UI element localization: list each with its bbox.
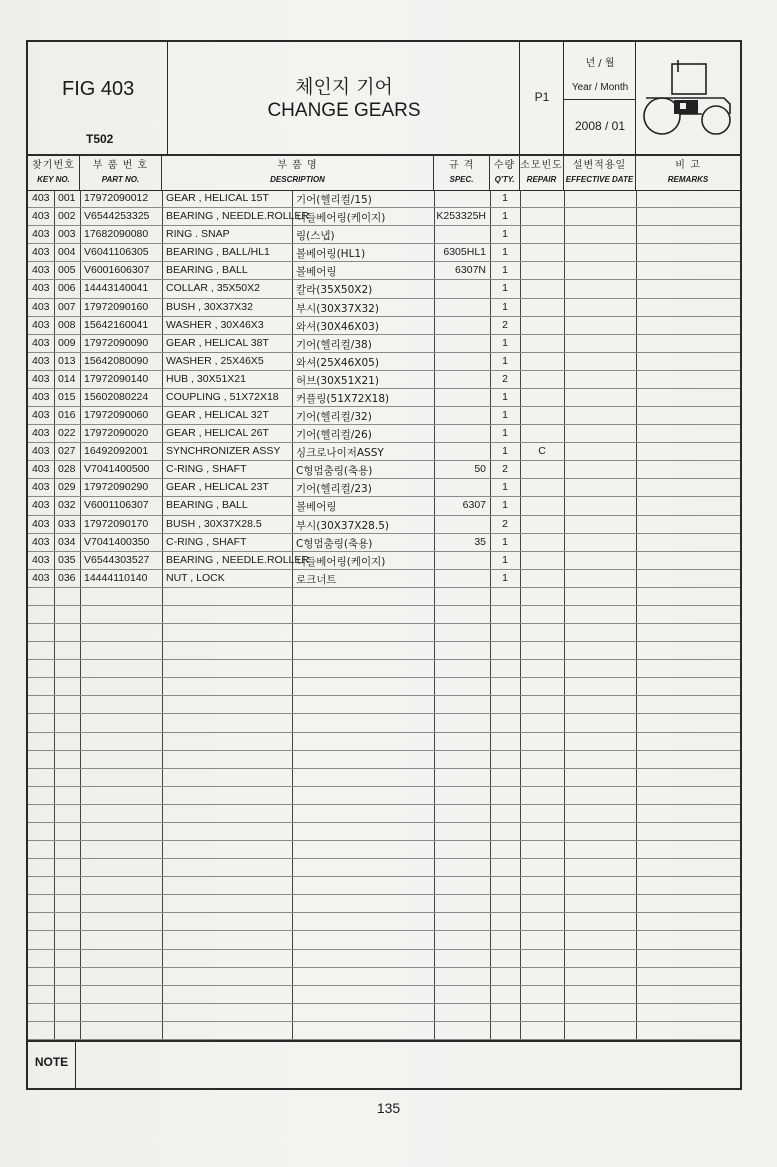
col-key: 찾기번호 KEY NO. — [28, 154, 80, 190]
part-spec: 6307 — [462, 499, 486, 512]
part-key: 028 — [58, 463, 76, 476]
part-desc-en: NUT , LOCK — [166, 571, 225, 584]
table-row — [28, 877, 740, 895]
table-row — [28, 407, 740, 425]
table-row — [28, 859, 740, 877]
table-row — [28, 678, 740, 696]
part-number: 17972090090 — [84, 336, 149, 349]
part-desc-en: RING . SNAP — [166, 228, 230, 241]
part-spec: K253325H — [436, 210, 486, 223]
part-desc-ko: C형멈춤링(축용) — [296, 465, 373, 478]
col-remarks: 비 고 REMARKS — [667, 160, 709, 184]
part-qty: 1 — [502, 427, 508, 440]
part-desc-ko: 허브(30X51X21) — [296, 374, 379, 387]
page-number: 135 — [376, 1100, 401, 1116]
part-fig: 403 — [32, 481, 50, 494]
part-fig: 403 — [32, 553, 50, 566]
part-key: 013 — [58, 354, 76, 367]
part-desc-ko: 로크너트 — [296, 573, 337, 586]
part-desc-en: C-RING , SHAFT — [166, 535, 247, 548]
part-fig: 403 — [32, 300, 50, 313]
part-number: 15642160041 — [84, 318, 149, 331]
part-desc-ko: 볼베어링 — [296, 266, 337, 279]
part-key: 015 — [58, 390, 76, 403]
issue-date: 2008 / 01 — [574, 119, 626, 133]
model-code: T502 — [86, 132, 114, 146]
part-qty: 1 — [502, 210, 508, 223]
table-row — [28, 913, 740, 931]
part-number: 15642080090 — [84, 354, 149, 367]
table-row — [28, 1022, 740, 1040]
tractor-icon — [640, 58, 736, 138]
part-qty: 1 — [502, 228, 508, 241]
part-key: 006 — [58, 282, 76, 295]
part-desc-en: BUSH , 30X37X32 — [166, 300, 253, 313]
part-fig: 403 — [32, 336, 50, 349]
fig-number: FIG 403 — [62, 78, 135, 100]
title-english: CHANGE GEARS — [267, 100, 421, 121]
part-number: V6544303527 — [84, 553, 150, 566]
part-key: 033 — [58, 517, 76, 530]
column-header-row — [28, 154, 740, 191]
table-row — [28, 299, 740, 317]
part-desc-ko: 링(스냅) — [296, 230, 335, 243]
part-qty: 1 — [502, 409, 508, 422]
part-desc-ko: 볼베어링(HL1) — [296, 248, 366, 261]
part-number: 17972090170 — [84, 517, 149, 530]
part-spec: 6305HL1 — [443, 246, 486, 259]
part-qty: 1 — [502, 535, 508, 548]
table-row — [28, 751, 740, 769]
part-desc-ko: 니들베어링(케이지) — [296, 555, 386, 568]
page-cell — [520, 42, 564, 154]
table-row — [28, 968, 740, 986]
part-qty: 1 — [502, 264, 508, 277]
title-korean: 체인지 기어 — [295, 76, 393, 98]
part-fig: 403 — [32, 318, 50, 331]
table-row — [28, 371, 740, 389]
table-row — [28, 823, 740, 841]
part-qty: 1 — [502, 246, 508, 259]
part-number: 17972090140 — [84, 372, 149, 385]
part-fig: 403 — [32, 246, 50, 259]
part-desc-en: HUB , 30X51X21 — [166, 372, 246, 385]
part-qty: 1 — [502, 336, 508, 349]
part-desc-ko: 볼베어링 — [296, 501, 337, 514]
col-repair: 소모빈도 REPAIR — [520, 154, 564, 190]
table-row — [28, 317, 740, 335]
col-description: 부 품 명 DESCRIPTION — [162, 154, 434, 190]
table-row — [28, 950, 740, 968]
part-number: V6544253325 — [84, 210, 150, 223]
part-desc-ko: C형멈춤링(축용) — [296, 537, 373, 550]
part-desc-en: COLLAR , 35X50X2 — [166, 282, 260, 295]
part-desc-ko: 커플링(51X72X18) — [296, 392, 390, 405]
part-fig: 403 — [32, 445, 50, 458]
part-fig: 403 — [32, 372, 50, 385]
table-row — [28, 190, 740, 208]
part-key: 014 — [58, 372, 76, 385]
table-row — [28, 262, 740, 280]
part-number: V7041400350 — [84, 535, 150, 548]
part-desc-ko: 기어(헬리컬/15) — [296, 194, 372, 206]
date-cell — [564, 42, 636, 154]
part-qty: 2 — [502, 463, 508, 476]
table-row — [28, 552, 740, 570]
header-block — [28, 42, 740, 156]
part-key: 004 — [58, 246, 76, 259]
part-desc-en: WASHER , 30X46X3 — [166, 318, 264, 331]
table-row — [28, 425, 740, 443]
part-desc-en: SYNCHRONIZER ASSY — [166, 445, 281, 458]
parts-table-body — [28, 190, 740, 1040]
part-key: 036 — [58, 571, 76, 584]
part-qty: 1 — [502, 354, 508, 367]
table-row — [28, 624, 740, 642]
part-key: 001 — [58, 192, 76, 204]
table-row — [28, 986, 740, 1004]
part-key: 027 — [58, 445, 76, 458]
part-desc-ko: 기어(헬리컬/32) — [296, 411, 372, 424]
table-row — [28, 244, 740, 262]
table-row — [28, 696, 740, 714]
table-row — [28, 570, 740, 588]
table-row — [28, 1004, 740, 1022]
part-number: 17972090290 — [84, 481, 149, 494]
part-number: 17972090060 — [84, 409, 149, 422]
part-qty: 1 — [502, 445, 508, 458]
part-qty: 2 — [502, 372, 508, 385]
title-cell — [168, 42, 520, 154]
part-desc-en: COUPLING , 51X72X18 — [166, 390, 279, 403]
part-desc-en: GEAR , HELICAL 23T — [166, 481, 269, 494]
part-fig: 403 — [32, 427, 50, 440]
table-row — [28, 805, 740, 823]
part-fig: 403 — [32, 499, 50, 512]
part-desc-ko: 기어(헬리컬/38) — [296, 338, 372, 351]
col-effective-date: 설변적용일 EFFECTIVE DATE — [564, 154, 636, 190]
part-spec: 6307N — [455, 264, 486, 277]
part-fig: 403 — [32, 535, 50, 548]
part-desc-en: GEAR , HELICAL 15T — [166, 192, 269, 204]
part-desc-en: BEARING , BALL — [166, 264, 248, 277]
part-fig: 403 — [32, 517, 50, 530]
part-desc-en: BEARING , NEEDLE.ROLLER — [166, 553, 309, 566]
part-number: 15602080224 — [84, 390, 149, 403]
table-row — [28, 516, 740, 534]
part-desc-ko: 와셔(30X46X03) — [296, 320, 379, 333]
fig-cell — [28, 42, 168, 154]
part-desc-ko: 싱크로나이저ASSY — [296, 447, 384, 460]
part-desc-ko: 부시(30X37X28.5) — [296, 519, 389, 532]
part-desc-en: WASHER , 25X46X5 — [166, 354, 264, 367]
part-qty: 1 — [502, 481, 508, 494]
part-number: 14444110140 — [84, 571, 148, 584]
col-part: 부 품 번 호 PART NO. — [80, 154, 162, 190]
part-number: 16492092001 — [84, 445, 149, 458]
part-desc-en: BEARING , BALL — [166, 499, 248, 512]
date-divider — [564, 99, 636, 100]
part-desc-en: BEARING , NEEDLE.ROLLER — [166, 210, 309, 223]
part-number: V6001606307 — [84, 264, 150, 277]
part-fig: 403 — [32, 354, 50, 367]
part-key: 035 — [58, 553, 76, 566]
part-fig: 403 — [32, 409, 50, 422]
table-row — [28, 606, 740, 624]
part-fig: 403 — [32, 210, 50, 223]
part-repair: C — [538, 445, 546, 458]
table-row — [28, 769, 740, 787]
col-spec: 규 격 SPEC. — [434, 154, 490, 190]
part-number: 17972090012 — [84, 192, 149, 204]
table-row — [28, 461, 740, 479]
table-row — [28, 841, 740, 859]
part-qty: 2 — [502, 318, 508, 331]
part-number: V7041400500 — [84, 463, 150, 476]
table-row — [28, 208, 740, 226]
part-key: 034 — [58, 535, 76, 548]
part-desc-en: C-RING , SHAFT — [166, 463, 247, 476]
part-qty: 1 — [502, 390, 508, 403]
parts-table-frame — [26, 40, 742, 1090]
part-desc-ko: 부시(30X37X32) — [296, 302, 379, 315]
part-number: 17972090020 — [84, 427, 149, 440]
year-month-ko: 년 / 월 — [585, 58, 615, 69]
part-number: 14443140041 — [84, 282, 149, 295]
table-row — [28, 335, 740, 353]
part-key: 008 — [58, 318, 76, 331]
table-row — [28, 353, 740, 371]
table-row — [28, 895, 740, 913]
part-key: 029 — [58, 481, 76, 494]
part-desc-en: BEARING , BALL/HL1 — [166, 246, 270, 259]
table-row — [28, 714, 740, 732]
part-number: 17682090080 — [84, 228, 149, 241]
part-desc-ko: 기어(헬리컬/23) — [296, 483, 372, 496]
part-number: V6041106305 — [84, 246, 149, 259]
table-row — [28, 497, 740, 515]
part-fig: 403 — [32, 463, 50, 476]
page-code: P1 — [534, 90, 550, 104]
part-fig: 403 — [32, 571, 50, 584]
part-qty: 1 — [502, 192, 508, 204]
part-key: 002 — [58, 210, 76, 223]
table-row — [28, 931, 740, 949]
part-key: 016 — [58, 409, 76, 422]
tractor-cell — [636, 42, 740, 154]
table-row — [28, 534, 740, 552]
table-row — [28, 443, 740, 461]
col-qty: 수량 Q'TY. — [490, 154, 520, 190]
part-key: 032 — [58, 499, 76, 512]
part-desc-en: BUSH , 30X37X28.5 — [166, 517, 262, 530]
part-fig: 403 — [32, 264, 50, 277]
note-section — [28, 1040, 740, 1090]
table-row — [28, 588, 740, 606]
table-row — [28, 642, 740, 660]
part-key: 005 — [58, 264, 76, 277]
part-desc-ko: 니들베어링(케이지) — [296, 212, 386, 225]
part-desc-ko: 와셔(25X46X05) — [296, 356, 379, 369]
part-desc-en: GEAR , HELICAL 26T — [166, 427, 269, 440]
part-fig: 403 — [32, 390, 50, 403]
table-row — [28, 280, 740, 298]
part-spec: 35 — [474, 535, 486, 548]
part-qty: 2 — [502, 517, 508, 530]
part-key: 007 — [58, 300, 76, 313]
part-qty: 1 — [502, 553, 508, 566]
part-desc-ko: 칼라(35X50X2) — [296, 284, 373, 297]
part-key: 022 — [58, 427, 76, 440]
note-label: NOTE — [28, 1042, 76, 1090]
part-fig: 403 — [32, 282, 50, 295]
part-qty: 1 — [502, 571, 508, 584]
part-spec: 50 — [474, 463, 486, 476]
table-row — [28, 226, 740, 244]
part-desc-en: GEAR , HELICAL 38T — [166, 336, 269, 349]
table-row — [28, 389, 740, 407]
table-row — [28, 733, 740, 751]
part-number: V6001106307 — [84, 499, 149, 512]
part-desc-ko: 기어(헬리컬/26) — [296, 429, 372, 442]
part-key: 009 — [58, 336, 76, 349]
table-row — [28, 787, 740, 805]
part-fig: 403 — [32, 228, 50, 241]
table-row — [28, 479, 740, 497]
part-desc-en: GEAR , HELICAL 32T — [166, 409, 269, 422]
part-qty: 1 — [502, 282, 508, 295]
part-key: 003 — [58, 228, 76, 241]
part-qty: 1 — [502, 300, 508, 313]
table-row — [28, 660, 740, 678]
year-month-en: Year / Month — [571, 82, 629, 93]
part-qty: 1 — [502, 499, 508, 512]
part-fig: 403 — [32, 192, 50, 204]
part-number: 17972090160 — [84, 300, 149, 313]
